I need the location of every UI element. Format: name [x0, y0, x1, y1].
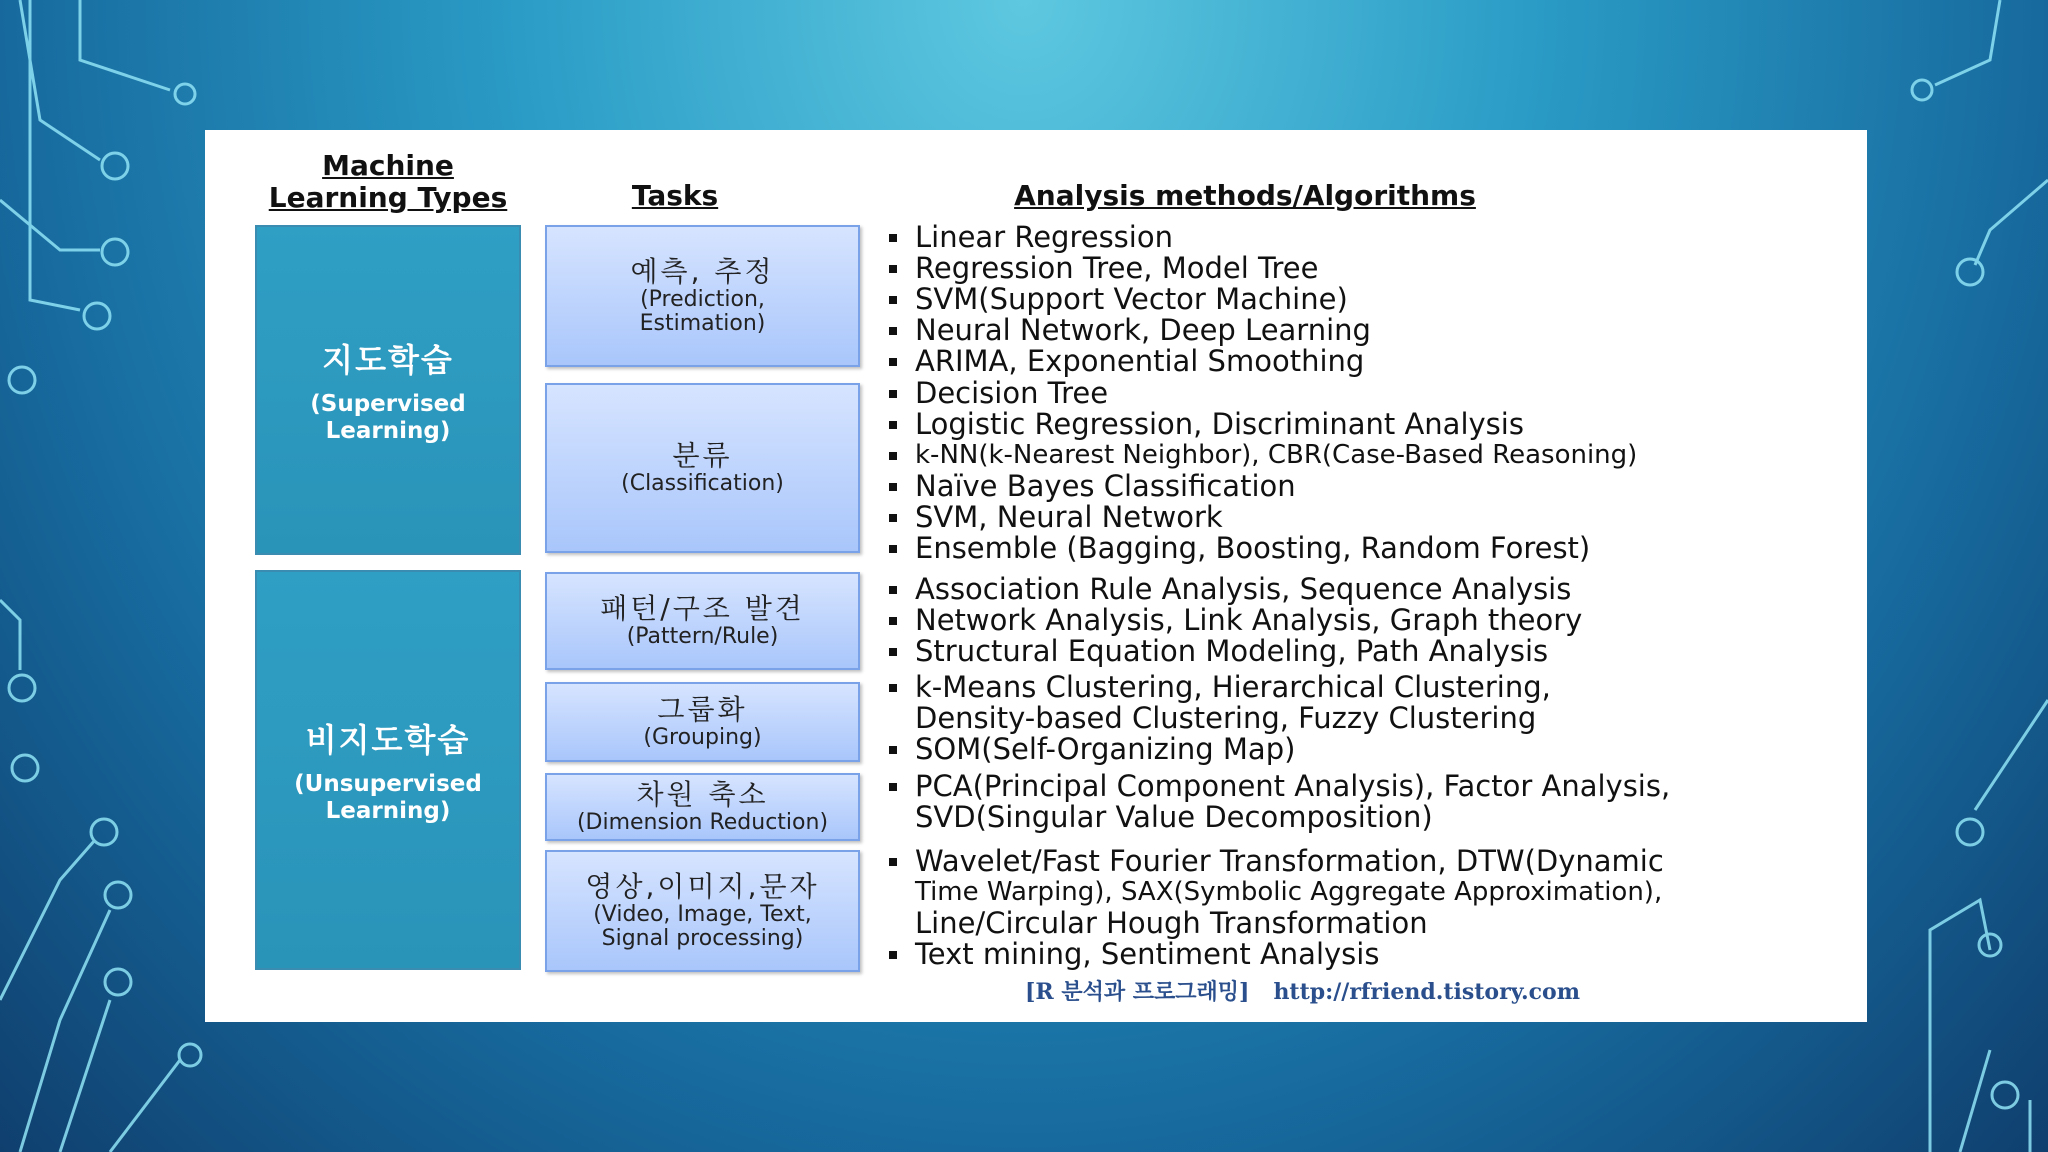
task-classification-ko: 분류 [672, 439, 733, 472]
list-item-line: Density-based Clustering, Fuzzy Clustering [915, 701, 1537, 735]
list-item: Association Rule Analysis, Sequence Analysis [885, 574, 1582, 605]
list-item: Regression Tree, Model Tree [885, 253, 1371, 284]
task-pattern-en: (Pattern/Rule) [626, 624, 779, 649]
task-pattern-ko: 패턴/구조 발견 [600, 592, 805, 625]
list-item-line: PCA(Principal Component Analysis), Factor Analysis, [915, 769, 1671, 803]
type-unsupervised [255, 570, 521, 970]
list-item [885, 939, 1664, 970]
task-signal-en: (Video, Image, Text, Signal processing) [593, 902, 812, 951]
credit-url[interactable]: http://rfriend.tistory.com [1273, 979, 1580, 1005]
header-methods: Analysis methods/Algorithms [1014, 179, 1476, 212]
task-pattern [545, 572, 860, 670]
methods-prediction [885, 222, 1371, 377]
type-unsupervised-ko: 비지도학습 [305, 721, 471, 759]
list-item [885, 771, 1670, 833]
task-classification-en: (Classification) [621, 471, 784, 496]
list-item: Network Analysis, Link Analysis, Graph theory [885, 605, 1582, 636]
methods-classification [885, 378, 1637, 564]
methods-pattern [885, 574, 1582, 667]
list-item: SVM(Support Vector Machine) [885, 284, 1371, 315]
list-item-line: Time Warping), SAX(Symbolic Aggregate Approximation), [915, 877, 1663, 907]
credit-label: [R 분석과 프로그래밍] [1025, 979, 1250, 1005]
type-supervised [255, 225, 521, 555]
type-unsupervised-en: (Unsupervised Learning) [294, 771, 482, 824]
list-item [885, 734, 1551, 765]
methods-grouping [885, 672, 1551, 765]
list-item: Naïve Bayes Classification [885, 471, 1637, 502]
task-prediction-ko: 예측, 추정 [630, 255, 775, 288]
type-supervised-ko: 지도학습 [322, 341, 454, 379]
task-grouping [545, 682, 860, 762]
methods-signal [885, 846, 1664, 970]
task-signal-ko: 영상,이미지,문자 [585, 870, 820, 903]
task-classification [545, 383, 860, 553]
methods-dimension [885, 771, 1670, 833]
list-item: Decision Tree [885, 378, 1637, 409]
list-item: ARIMA, Exponential Smoothing [885, 346, 1371, 377]
list-item: Neural Network, Deep Learning [885, 315, 1371, 346]
list-item: Logistic Regression, Discriminant Analysis [885, 409, 1637, 440]
list-item: Structural Equation Modeling, Path Analysis [885, 636, 1582, 667]
list-item [885, 846, 1664, 939]
list-item-line: Wavelet/Fast Fourier Transformation, DTW(Dynamic [915, 844, 1664, 878]
task-grouping-ko: 그룹화 [657, 693, 748, 726]
type-supervised-en: (Supervised Learning) [310, 391, 466, 444]
list-item: SVM, Neural Network [885, 502, 1637, 533]
list-item-line: SOM(Self-Organizing Map) [915, 732, 1296, 766]
task-dimension-en: (Dimension Reduction) [576, 810, 829, 835]
list-item: Ensemble (Bagging, Boosting, Random Forest) [885, 533, 1637, 564]
task-grouping-en: (Grouping) [643, 725, 762, 750]
header-tasks: Tasks [631, 179, 719, 212]
header-learning-types: Machine Learning Types [268, 149, 508, 214]
list-item-line: SVD(Singular Value Decomposition) [915, 800, 1433, 834]
task-dimension-ko: 차원 축소 [636, 778, 769, 811]
task-dimension [545, 773, 860, 841]
list-item [885, 672, 1551, 734]
content-panel [205, 130, 1867, 1022]
list-item-line: Line/Circular Hough Transformation [915, 906, 1428, 940]
task-prediction [545, 225, 860, 367]
list-item: Linear Regression [885, 222, 1371, 253]
list-item-line: Text mining, Sentiment Analysis [915, 937, 1380, 971]
list-item: k-NN(k-Nearest Neighbor), CBR(Case-Based Reasoning) [885, 440, 1637, 471]
task-prediction-en: (Prediction, Estimation) [639, 287, 766, 336]
list-item-line: k-Means Clustering, Hierarchical Clustering, [915, 670, 1551, 704]
task-signal [545, 850, 860, 972]
credit-line [1025, 975, 1580, 1006]
